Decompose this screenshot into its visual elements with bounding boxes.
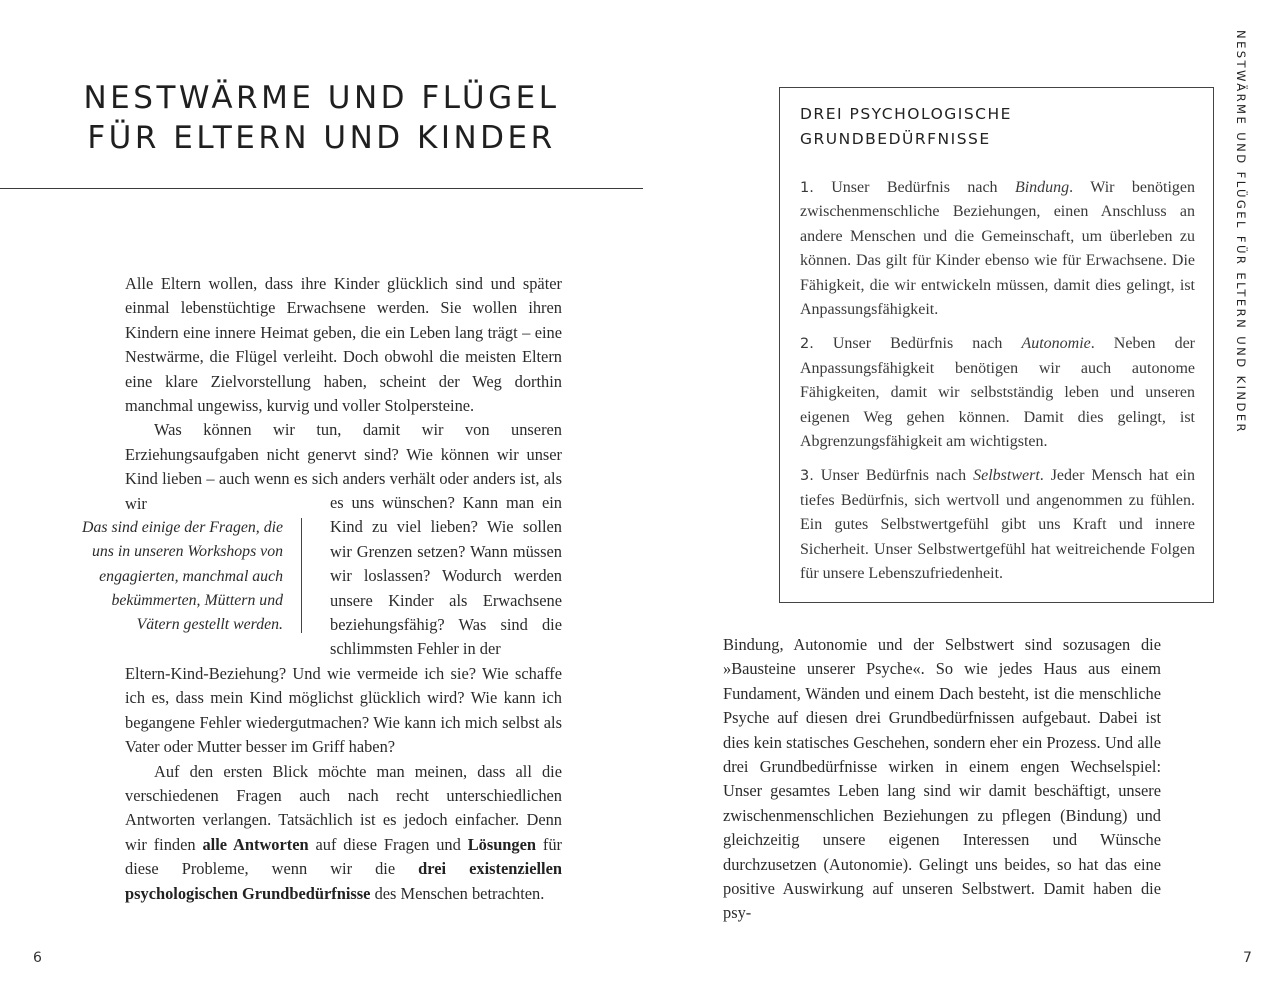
- chapter-title-line-2: FÜR ELTERN UND KINDER: [87, 120, 556, 156]
- need-number: 1.: [800, 180, 814, 196]
- answers-text-4: des Menschen betrachten.: [370, 883, 545, 903]
- emphasis-three-needs: drei existenziellen psychologischen Grundbedürfnisse: [125, 859, 562, 903]
- box-title: [800, 102, 1012, 152]
- pull-quote: Das sind einige der Fragen, die uns in unseren Workshops von engagierten, manchmal auch bekümmerten, Müttern und Vätern gestellt werden.: [82, 519, 283, 634]
- intro-paragraph-1: Alle Eltern wollen, dass ihre Kinder glücklich sind und später einmal lebenstüchtige Erwachsene werden. Sie wollen ihren Kindern eine innere Heimat geben, die ein Leben lang trägt – eine Nestwärme, die Flügel verleiht. Doch obwohl die meisten Eltern eine klare Zielvorstellung haben, scheint der Weg dorthin manchmal ungewiss, kurvig und voller Stolpersteine.: [125, 274, 562, 416]
- emphasis-all-answers: alle Antworten: [202, 834, 309, 854]
- need-lead: Unser Bedürfnis nach: [813, 179, 1015, 196]
- narrow-column-text: [330, 491, 562, 662]
- continuation-paragraph: Eltern-Kind-Beziehung? Und wie vermeide ich sie? Wie schaffe ich es, dass mein Kind möglichst glücklich wird? Wie kann ich begangene Fehler wiedergutmachen? Wie kann ich mich selbst als Vater oder Mutter besser im Griff haben?: [125, 664, 562, 757]
- need-term: Autonomie: [1021, 335, 1091, 353]
- answers-paragraph: [125, 760, 562, 906]
- answers-text-1: Auf den ersten Blick möchte man meinen, dass all die verschiedenen Fragen auch nach recht unterschiedlichen Antworten verlangen. Tatsächlich ist es jedoch einfacher. Denn wir finden: [125, 761, 562, 854]
- right-body-text: [723, 633, 1161, 926]
- need-number: 2.: [800, 336, 814, 353]
- intro-paragraph-2-start: Was können wir tun, damit wir von unseren Erziehungsaufgaben nicht genervt sind? Wie können wir unser Kind lieben – auch wenn es sich anders verhält oder anders ist, als wir: [125, 420, 562, 513]
- needs-info-box: [779, 87, 1214, 603]
- box-title-line-1: DREI PSYCHOLOGISCHE: [800, 105, 1012, 123]
- chapter-title-line-1: NESTWÄRME UND FLÜGEL: [83, 80, 560, 116]
- page-number-left: 6: [33, 950, 42, 966]
- answers-text-2: auf diese Fragen und: [308, 834, 468, 854]
- title-rule: [0, 188, 643, 189]
- emphasis-solutions: Lösungen: [467, 834, 537, 854]
- intro-text: [125, 272, 562, 516]
- need-term: Bindung: [1014, 179, 1070, 196]
- running-title-vertical: NESTWÄRME UND FLÜGEL FÜR ELTERN UND KINDER: [1234, 30, 1248, 435]
- right-body-paragraph: Bindung, Autonomie und der Selbstwert sind sozusagen die »Bausteine unserer Psyche«. So wie jedes Haus aus einem Fundament, Wänden und einem Dach besteht, ist die menschliche Psyche auf diesen drei Grundbedürfnissen aufgebaut. Dabei ist dies kein statisches Geschehen, sondern eher ein Prozess. Und alle drei Grundbedürfnisse wirken in einem engen Wechselspiel: Unser gesamtes Leben lang sind wir damit beschäftigt, unsere zwischenmenschlichen Beziehungen zu pflegen (Bindung) und gleichzeitig unsere eigenen Interessen und Wünsche durchzusetzen (Autonomie). Gelingt uns beides, so hat das eine positive Auswirkung auf unseren Selbstwert. Damit haben die psy-: [723, 635, 1161, 923]
- right-page: [643, 0, 1286, 1000]
- narrow-column-paragraph: es uns wünschen? Kann man ein Kind zu viel lieben? Wie sollen wir Grenzen setzen? Wann müssen wir loslassen? Wodurch werden unsere Kinder als Erwachsene beziehungsfähig? Was sind die schlimmsten Fehler in der: [330, 493, 562, 659]
- answers-text-3: für diese Probleme, wenn wir die: [125, 834, 563, 879]
- page-number-right: 7: [1243, 950, 1252, 966]
- box-title-line-2: GRUNDBEDÜRFNISSE: [800, 130, 991, 148]
- need-term: Selbstwert: [973, 467, 1040, 485]
- need-lead: Unser Bedürfnis nach: [813, 335, 1022, 353]
- box-items: [800, 176, 1195, 597]
- need-body: . Neben der Anpassungsfähigkeit benötigen wir auch autonome Fähigkeiten, damit wir selbstständig leben und unseren eigenen Weg gehen können. Damit dies gelingt, ist Abgrenzungsfähigkeit am wichtigsten.: [800, 335, 1196, 451]
- need-item-autonomie: [800, 332, 1195, 454]
- chapter-title: [0, 78, 643, 158]
- need-body: . Jeder Mensch hat ein tiefes Bedürfnis, sich wertvoll und angenommen zu fühlen. Ein gutes Selbstwertgefühl gibt uns Kraft und innere Sicherheit. Unser Selbstwertgefühl hat weitreichende Folgen für unsere Lebenszufriedenheit.: [800, 467, 1195, 583]
- need-lead: Unser Bedürfnis nach: [813, 467, 974, 485]
- need-body: . Wir benötigen zwischenmenschliche Beziehungen, einen Anschluss an andere Menschen und die Gemeinschaft, um überleben zu können. Das gilt für Kinder ebenso wie für Erwachsene. Die Fähigkeit, die wir entwickeln müssen, damit dies gelingt, ist Anpassungsfähigkeit.: [800, 179, 1196, 319]
- continuation-text: [125, 662, 562, 906]
- need-item-selbstwert: [800, 464, 1195, 586]
- pull-quote-bar: [301, 518, 302, 633]
- need-number: 3.: [800, 468, 814, 485]
- need-item-bindung: [800, 176, 1195, 322]
